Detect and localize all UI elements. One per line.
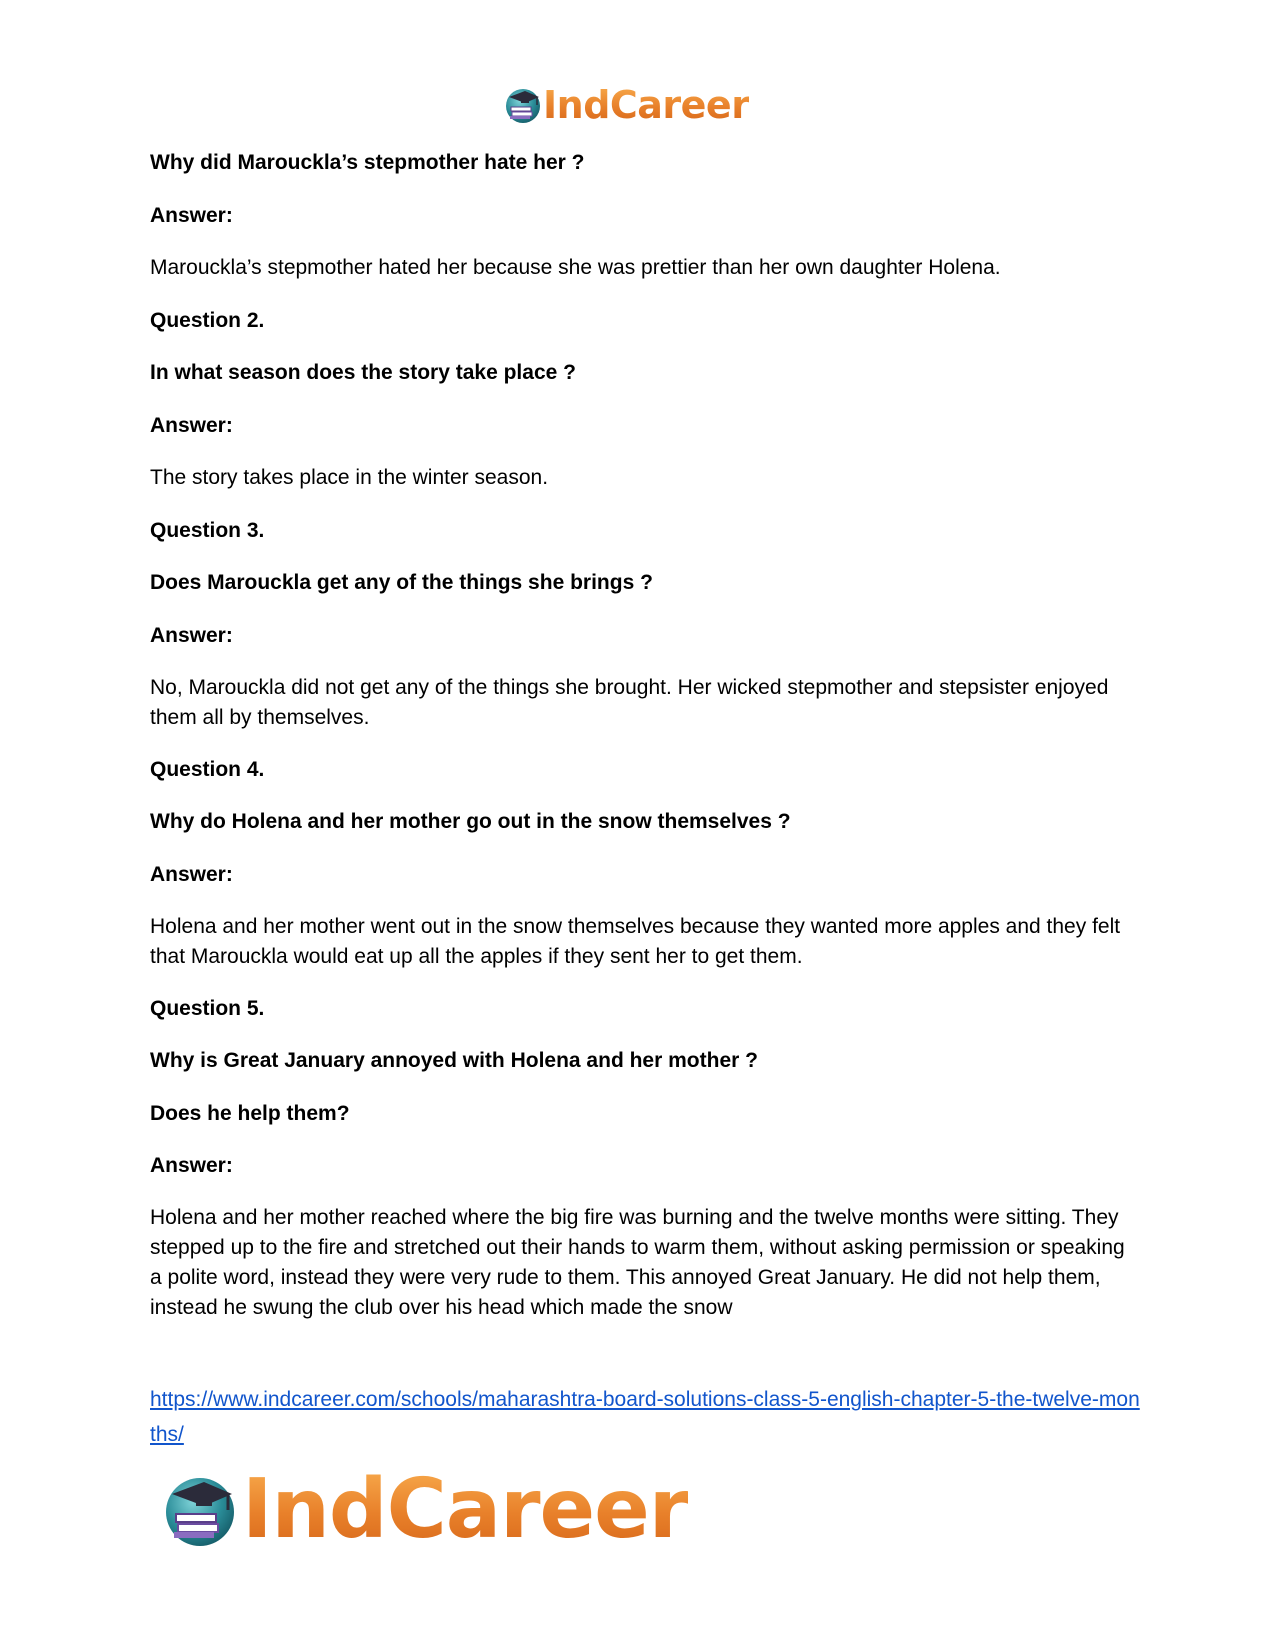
answer-text: Marouckla’s stepmother hated her because she was prettier than her own daughter Holena. (150, 256, 1001, 279)
answer-label: Answer: (150, 414, 233, 437)
question-text: Does he help them? (150, 1102, 350, 1125)
header-logo (503, 80, 749, 130)
question-number: Question 5. (150, 997, 265, 1020)
question-text: Why did Marouckla’s stepmother hate her ? (150, 151, 585, 174)
footer-logo (160, 1462, 689, 1557)
answer-label: Answer: (150, 1154, 233, 1177)
question-number: Question 2. (150, 309, 265, 332)
question-text: Why is Great January annoyed with Holena and her mother ? (150, 1049, 758, 1072)
question-number: Question 4. (150, 758, 265, 781)
answer-label: Answer: (150, 863, 233, 886)
answer-text: No, Marouckla did not get any of the things she brought. Her wicked stepmother and stepsister enjoyed them all by themselves. (150, 676, 1109, 729)
question-text: Does Marouckla get any of the things she brings ? (150, 571, 653, 594)
logo-wordmark: IndCareer (543, 83, 750, 127)
question-text: Why do Holena and her mother go out in the snow themselves ? (150, 810, 791, 833)
answer-text: Holena and her mother reached where the big fire was burning and the twelve months were sitting. They stepped up to the fire and stretched out their hands to warm them, without asking permission or speaking a polite word, instead they were very rude to them. This annoyed Great January. He did not help them, instead he swung the club over his head which made the snow (150, 1206, 1125, 1319)
graduation-globe-icon (160, 1470, 240, 1550)
question-number: Question 3. (150, 519, 265, 542)
answer-label: Answer: (150, 624, 233, 647)
graduation-globe-icon (503, 85, 543, 125)
answer-label: Answer: (150, 204, 233, 227)
source-url-link[interactable]: https://www.indcareer.com/schools/maharashtra-board-solutions-class-5-english-chapter-5-the-twelve-months/ (150, 1388, 1140, 1446)
logo-wordmark: IndCareer (242, 1462, 689, 1557)
answer-text: The story takes place in the winter season. (150, 466, 549, 489)
question-text: In what season does the story take place ? (150, 361, 576, 384)
answer-text: Holena and her mother went out in the snow themselves because they wanted more apples and they felt that Marouckla would eat up all the apples if they sent her to get them. (150, 915, 1121, 968)
